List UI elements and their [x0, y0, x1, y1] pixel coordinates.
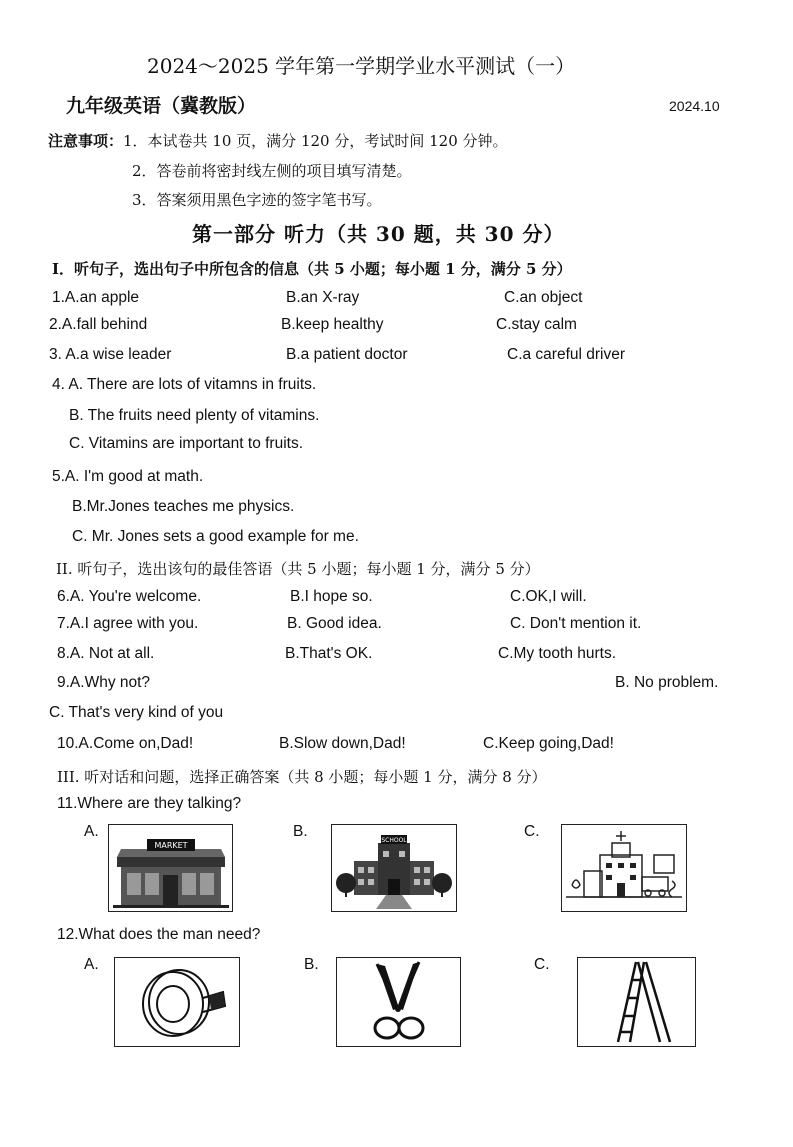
q9-option-b: B. No problem. — [615, 674, 719, 691]
part1-title: 第一部分 听力（共 30 题，共 30 分） — [192, 222, 565, 246]
tape-image — [114, 957, 240, 1047]
q11-label-b: B. — [293, 823, 308, 840]
q2-option-c: C.stay calm — [496, 316, 577, 333]
q9-option-a: 9.A.Why not? — [57, 674, 151, 691]
q7-option-a: 7.A.I agree with you. — [57, 615, 199, 632]
q3-option-b: B.a patient doctor — [286, 346, 408, 363]
hospital-image — [561, 824, 687, 912]
q8-option-c: C.My tooth hurts. — [498, 645, 617, 662]
note-item-1: 1．本试卷共 10 页，满分 120 分，考试时间 120 分钟。 — [123, 132, 508, 150]
ladder-image — [577, 957, 696, 1047]
q4-option-a: 4. A. There are lots of vitamns in fruits. — [52, 376, 317, 393]
q4-option-b: B. The fruits need plenty of vitamins. — [69, 407, 320, 424]
notes-label: 注意事项： — [48, 132, 124, 150]
exam-date: 2024.10 — [669, 98, 720, 114]
q2-option-b: B.keep healthy — [281, 316, 384, 333]
notes-line-1 — [48, 130, 508, 151]
q8-option-b: B.That's OK. — [285, 645, 373, 662]
q7-option-c: C. Don't mention it. — [510, 615, 642, 632]
section1-heading: I．听句子，选出句子中所包含的信息（共 5 小题；每小题 1 分，满分 5 分） — [52, 260, 572, 278]
q11-question: 11.Where are they talking? — [57, 795, 242, 812]
q6-option-b: B.I hope so. — [290, 588, 373, 605]
school-sign-text: SCHOOL — [381, 837, 407, 844]
section3-heading: III. 听对话和问题，选择正确答案（共 8 小题；每小题 1 分，满分 8 分） — [57, 768, 547, 786]
q3-option-a: 3. A.a wise leader — [49, 346, 172, 363]
q5-option-c: C. Mr. Jones sets a good example for me. — [72, 528, 359, 545]
market-sign-text: MARKET — [154, 841, 188, 850]
exam-subtitle: 九年级英语（冀教版） — [66, 95, 257, 117]
scissors-image — [336, 957, 461, 1047]
q12-label-b: B. — [304, 956, 319, 973]
note-item-2: 2．答卷前将密封线左侧的项目填写清楚。 — [132, 162, 412, 180]
q6-option-c: C.OK,I will. — [510, 588, 587, 605]
q9-option-c: C. That's very kind of you — [49, 704, 224, 721]
q1-option-c: C.an object — [504, 289, 583, 306]
q8-option-a: 8.A. Not at all. — [57, 645, 155, 662]
q11-label-a: A. — [84, 823, 99, 840]
market-image — [108, 824, 233, 912]
exam-title: 2024～2025 学年第一学期学业水平测试（一） — [147, 54, 576, 78]
q3-option-c: C.a careful driver — [507, 346, 626, 363]
q10-option-a: 10.A.Come on,Dad! — [57, 735, 194, 752]
q2-option-a: 2.A.fall behind — [49, 316, 148, 333]
q5-option-b: B.Mr.Jones teaches me physics. — [72, 498, 295, 515]
q4-option-c: C. Vitamins are important to fruits. — [69, 435, 304, 452]
q6-option-a: 6.A. You're welcome. — [57, 588, 202, 605]
q12-question: 12.What does the man need? — [57, 926, 261, 943]
q7-option-b: B. Good idea. — [287, 615, 382, 632]
q1-option-b: B.an X-ray — [286, 289, 360, 306]
q11-label-c: C. — [524, 823, 540, 840]
q10-option-b: B.Slow down,Dad! — [279, 735, 406, 752]
q10-option-c: C.Keep going,Dad! — [483, 735, 614, 752]
q12-label-a: A. — [84, 956, 99, 973]
q12-label-c: C. — [534, 956, 550, 973]
q1-option-a: 1.A.an apple — [52, 289, 140, 306]
section2-heading: II. 听句子，选出该句的最佳答语（共 5 小题；每小题 1 分，满分 5 分） — [56, 560, 540, 578]
note-item-3: 3．答案须用黑色字迹的签字笔书写。 — [132, 191, 382, 209]
q5-option-a: 5.A. I'm good at math. — [52, 468, 204, 485]
school-image — [331, 824, 457, 912]
